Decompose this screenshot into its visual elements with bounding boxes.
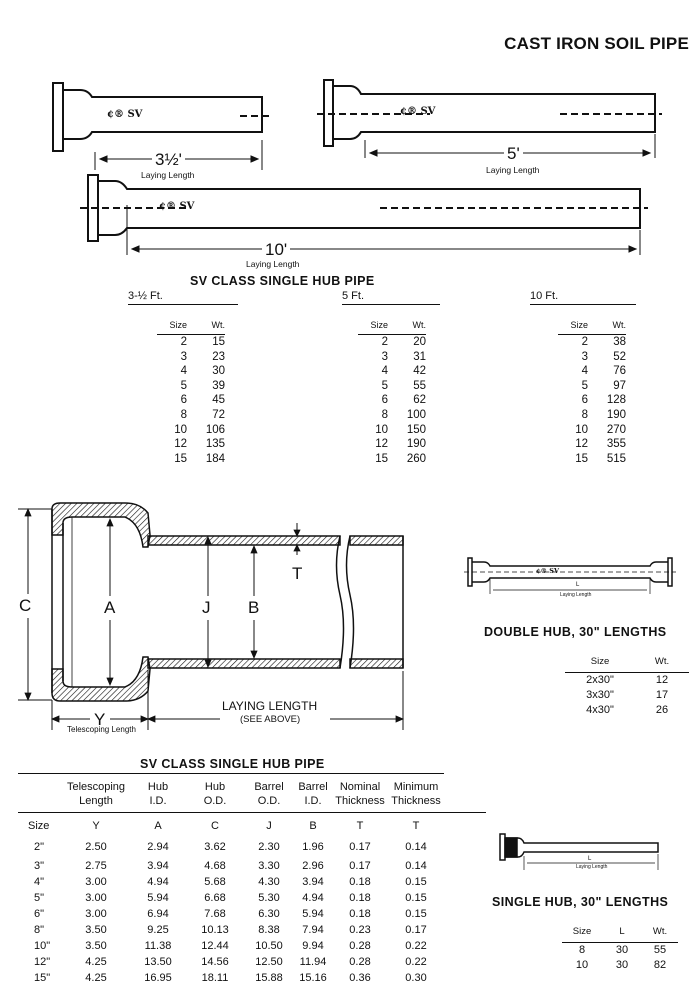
size-cell: 8 (381, 408, 388, 421)
column-letter: Size (28, 820, 50, 832)
table-cell: 1.96 (302, 841, 324, 853)
table-cell: 0.22 (405, 940, 427, 952)
table-cell: 6" (34, 908, 45, 920)
table-row (558, 437, 626, 452)
dim-table-title: SV CLASS SINGLE HUB PIPE (140, 757, 325, 771)
table-cell: 3.94 (302, 876, 324, 888)
table-row (565, 673, 689, 689)
dimension-table (18, 780, 444, 986)
table-cell: 5.94 (147, 892, 169, 904)
weight-cell: 128 (606, 394, 626, 407)
table-cell: 0.15 (405, 876, 427, 888)
table-row (358, 364, 426, 379)
col-size: Size (570, 320, 588, 330)
table-cell: 5.94 (302, 908, 324, 920)
table-cell: 8.38 (258, 924, 280, 936)
header-line-1: Hub (204, 781, 226, 793)
table-row (18, 858, 444, 874)
size-cell: 12 (575, 438, 588, 451)
header-line-1: Nominal (339, 781, 381, 793)
pipe-short-laying-label: Laying Length (141, 170, 195, 180)
table-row (558, 379, 626, 394)
col-l: L (619, 926, 625, 937)
table-row (18, 890, 444, 906)
table-cell: 7.94 (302, 924, 324, 936)
table-cell: 9.94 (302, 940, 324, 952)
weight-cell: 355 (606, 438, 626, 451)
table-cell: 0.15 (405, 892, 427, 904)
weight-cell: 270 (606, 423, 626, 436)
table-cell: 3.00 (85, 892, 107, 904)
size-cell: 3 (381, 350, 388, 363)
single-hub-title: SINGLE HUB, 30" LENGTHS (492, 895, 669, 909)
table-cell: 14.56 (201, 956, 229, 968)
column-header (294, 780, 332, 808)
col-wt: Wt. (652, 926, 668, 937)
table-row (157, 335, 225, 350)
size-cell: 3 (581, 350, 588, 363)
table-cell: 13.50 (144, 956, 172, 968)
group-label-5ft: 5 Ft. (342, 290, 365, 302)
table-cell: 11.94 (299, 956, 327, 968)
header-line-2: O.D. (257, 795, 281, 807)
table-cell: 12" (34, 956, 51, 968)
column-letter: C (211, 820, 219, 832)
table-row (18, 874, 444, 890)
table-row (562, 943, 678, 959)
size-cell: 5 (381, 379, 388, 392)
table-row (558, 393, 626, 408)
pipe-drawings (0, 0, 697, 275)
table-row (18, 938, 444, 954)
table-cell: 4.94 (302, 892, 324, 904)
table-cell: 9.25 (147, 924, 169, 936)
col-wt: Wt. (612, 320, 626, 330)
header-line-2: O.D. (203, 795, 227, 807)
table-row (358, 393, 426, 408)
header-line-2: I.D. (149, 795, 167, 807)
table-row (358, 379, 426, 394)
size-cell: 15 (375, 452, 388, 465)
table-cell: 0.17 (405, 924, 427, 936)
size-cell: 15 (575, 452, 588, 465)
table-row (18, 836, 444, 858)
table-cell: 5" (34, 892, 45, 904)
table-cell: 0.23 (349, 924, 371, 936)
size-cell: 2 (180, 336, 187, 348)
dim-y-label: Y (94, 710, 106, 729)
weight-cell: 184 (205, 452, 225, 465)
table-row (565, 703, 689, 718)
weight-cell: 45 (212, 394, 225, 407)
table-cell: 18.11 (201, 972, 229, 984)
table-cell: 0.14 (405, 860, 427, 872)
table-cell: 0.36 (349, 972, 371, 984)
laying-length-label: LAYING LENGTH (222, 699, 318, 713)
telescoping-length-label: Telescoping Length (67, 725, 136, 734)
size-cell: 6 (581, 394, 588, 407)
table-cell: 7.68 (204, 908, 226, 920)
table-cell: 15" (34, 972, 51, 984)
weight-cell: 97 (613, 379, 626, 392)
table-cell: 4.94 (147, 876, 169, 888)
double-hub-table (565, 656, 689, 718)
header-line-2: Thickness (391, 795, 441, 807)
weight-cell: 52 (613, 350, 626, 363)
column-letter: Y (92, 820, 100, 832)
header-line-2: Thickness (335, 795, 385, 807)
table-row (157, 437, 225, 452)
size-cell: 6 (381, 394, 388, 407)
double-hub-stamp: ¢® SV (536, 567, 560, 575)
table-row (558, 408, 626, 423)
weight-cell: 42 (413, 365, 426, 378)
column-letter: J (266, 820, 272, 832)
table-cell: 5.68 (204, 876, 226, 888)
single-hub-length-letter: L (588, 856, 592, 862)
weight-cell: 76 (613, 365, 626, 378)
table-row (358, 350, 426, 365)
weight-cell: 135 (205, 438, 225, 451)
size-cell: 12 (174, 438, 187, 451)
group-label-10ft: 10 Ft. (530, 290, 559, 302)
col-wt: Wt. (654, 656, 670, 667)
table-cell: 0.17 (349, 860, 371, 872)
column-header (62, 780, 130, 808)
table-cell: 2.94 (147, 841, 169, 853)
header-line-1: Telescoping (66, 781, 126, 793)
size-cell: 2x30" (586, 674, 614, 686)
table-cell: 6.94 (147, 908, 169, 920)
weight-cell: 260 (406, 452, 426, 465)
table-row (358, 335, 426, 350)
pipe-short-length: 3½' (152, 150, 185, 170)
table-row (18, 970, 444, 986)
size-cell: 4x30" (586, 704, 614, 716)
table-cell: 10.13 (201, 924, 229, 936)
weight-cell: 150 (406, 423, 426, 436)
table-row (558, 335, 626, 350)
table-cell: 8 (578, 944, 586, 956)
column-letter: B (309, 820, 317, 832)
pipe-long-stamp: ¢® SV (159, 201, 195, 212)
pipe-long-length: 10' (262, 240, 290, 260)
header-line-1: Barrel (298, 781, 328, 793)
table-cell: 0.18 (349, 876, 371, 888)
table-row (565, 688, 689, 703)
weight-cell: 31 (413, 350, 426, 363)
table-row (358, 423, 426, 438)
size-cell: 10 (174, 423, 187, 436)
see-above-label: (SEE ABOVE) (240, 714, 301, 725)
table-cell: 0.18 (349, 892, 371, 904)
table-cell: 0.28 (349, 956, 371, 968)
table-cell: 5.30 (258, 892, 280, 904)
size-cell: 10 (575, 423, 588, 436)
size-cell: 4 (581, 365, 588, 378)
dim-c-label: C (19, 594, 31, 618)
table-cell: 55 (653, 944, 667, 956)
table-cell: 30 (615, 959, 629, 971)
weight-cell: 38 (613, 336, 626, 348)
column-header (332, 780, 388, 808)
header-line-1: Minimum (393, 781, 439, 793)
table-row (18, 906, 444, 922)
pipe-long-drawing (80, 175, 648, 255)
weight-cell: 23 (212, 350, 225, 363)
page-title: CAST IRON SOIL PIPE (504, 34, 689, 53)
table-cell: 6.30 (258, 908, 280, 920)
double-hub-title: DOUBLE HUB, 30" LENGTHS (484, 625, 667, 639)
col-size: Size (169, 320, 187, 330)
weight-table-3-5ft (157, 320, 225, 466)
column-header (130, 780, 186, 808)
size-cell: 8 (180, 408, 187, 421)
header-line-2: I.D. (304, 795, 322, 807)
col-wt: Wt. (211, 320, 225, 330)
double-hub-laying-label: Laying Length (560, 592, 592, 598)
table-cell: 3.62 (204, 841, 226, 853)
header-line-2: Length (79, 795, 113, 807)
table-row (157, 393, 225, 408)
column-letter: A (154, 820, 162, 832)
table-row (157, 364, 225, 379)
table-cell: 0.17 (349, 841, 371, 853)
table-cell: 8" (34, 924, 45, 936)
table-cell: 15.16 (299, 972, 327, 984)
table-cell: 12.44 (201, 940, 229, 952)
weight-cell: 26 (655, 704, 669, 716)
table-cell: 82 (653, 959, 667, 971)
table-row (157, 379, 225, 394)
table-cell: 4.25 (85, 972, 107, 984)
table-cell: 15.88 (255, 972, 283, 984)
table-row (157, 408, 225, 423)
column-header (186, 780, 244, 808)
size-cell: 2 (381, 336, 388, 348)
table-row (157, 350, 225, 365)
table-cell: 2" (34, 841, 45, 853)
table-cell: 4.68 (204, 860, 226, 872)
size-cell: 15 (174, 452, 187, 465)
pipe-mid-laying-label: Laying Length (486, 165, 540, 175)
size-cell: 10 (375, 423, 388, 436)
table-row (18, 954, 444, 970)
column-letter: T (412, 820, 420, 832)
size-cell: 2 (581, 336, 588, 348)
col-size: Size (572, 926, 592, 937)
size-cell: 4 (180, 365, 187, 378)
weight-cell: 106 (205, 423, 225, 436)
table-cell: 3.50 (85, 924, 107, 936)
table-cell: 2.50 (85, 841, 107, 853)
table-cell: 2.75 (85, 860, 107, 872)
table-cell: 4.30 (258, 876, 280, 888)
weight-cell: 12 (655, 674, 669, 686)
pipe-mid-stamp: ¢® SV (400, 106, 436, 117)
table-cell: 3.30 (258, 860, 280, 872)
table-cell: 4" (34, 876, 45, 888)
table-cell: 12.50 (255, 956, 283, 968)
weight-cell: 15 (212, 336, 225, 348)
weight-cell: 100 (406, 408, 426, 421)
table-row (558, 423, 626, 438)
table-row (157, 452, 225, 467)
size-cell: 3x30" (586, 689, 614, 701)
size-cell: 8 (581, 408, 588, 421)
table-row (558, 452, 626, 467)
pipe-short-stamp: ¢® SV (107, 109, 143, 120)
weight-cell: 39 (212, 379, 225, 392)
weight-cell: 55 (413, 379, 426, 392)
group-label-3-5ft: 3-½ Ft. (128, 290, 163, 302)
weight-cell: 190 (606, 408, 626, 421)
col-wt: Wt. (412, 320, 426, 330)
table-cell: 3.00 (85, 908, 107, 920)
table-row (18, 922, 444, 938)
table-row (558, 364, 626, 379)
table-cell: 2.96 (302, 860, 324, 872)
weight-cell: 62 (413, 394, 426, 407)
table-row (558, 350, 626, 365)
weight-table-5ft (358, 320, 426, 466)
weight-table-10ft (558, 320, 626, 466)
table-cell: 2.30 (258, 841, 280, 853)
header-line-1: Barrel (254, 781, 284, 793)
dim-b-label: B (248, 596, 259, 620)
size-cell: 4 (381, 365, 388, 378)
dim-j-label: J (202, 596, 211, 620)
table-cell: 0.18 (349, 908, 371, 920)
pipe-mid-length: 5' (504, 144, 523, 164)
table-row (358, 452, 426, 467)
table-cell: 3.00 (85, 876, 107, 888)
table-row (562, 958, 678, 973)
table-cell: 0.28 (349, 940, 371, 952)
weight-cell: 30 (212, 365, 225, 378)
table-cell: 16.95 (144, 972, 172, 984)
column-header (388, 780, 444, 808)
pipe-mid-drawing (317, 80, 662, 158)
table-cell: 4.25 (85, 956, 107, 968)
sv-weight-title: SV CLASS SINGLE HUB PIPE (190, 274, 375, 288)
size-cell: 6 (180, 394, 187, 407)
pipe-long-laying-label: Laying Length (246, 259, 300, 269)
table-cell: 11.38 (144, 940, 172, 952)
table-cell: 6.68 (204, 892, 226, 904)
size-cell: 12 (375, 438, 388, 451)
table-cell: 10 (575, 959, 589, 971)
weight-cell: 20 (413, 336, 426, 348)
table-cell: 0.30 (405, 972, 427, 984)
column-header (18, 780, 62, 808)
table-cell: 3" (34, 860, 45, 872)
table-cell: 3.50 (85, 940, 107, 952)
table-cell: 0.22 (405, 956, 427, 968)
header-line-1: Hub (147, 781, 169, 793)
size-cell: 5 (180, 379, 187, 392)
dim-a-label: A (104, 596, 115, 620)
table-row (358, 437, 426, 452)
double-hub-length-letter: L (576, 582, 580, 588)
single-hub-table (562, 926, 678, 973)
weight-cell: 515 (606, 452, 626, 465)
table-cell: 0.15 (405, 908, 427, 920)
column-letter: T (356, 820, 364, 832)
table-cell: 0.14 (405, 841, 427, 853)
table-cell: 10.50 (255, 940, 283, 952)
col-size: Size (590, 656, 610, 667)
table-cell: 10" (34, 940, 51, 952)
col-size: Size (370, 320, 388, 330)
table-cell: 3.94 (147, 860, 169, 872)
size-cell: 5 (581, 379, 588, 392)
table-row (157, 423, 225, 438)
dim-t-label: T (292, 564, 303, 583)
weight-cell: 17 (655, 689, 669, 701)
table-cell: 30 (615, 944, 629, 956)
weight-cell: 190 (406, 438, 426, 451)
table-row (358, 408, 426, 423)
column-header (244, 780, 294, 808)
size-cell: 3 (180, 350, 187, 363)
weight-cell: 72 (212, 408, 225, 421)
single-hub-laying-label: Laying Length (576, 864, 608, 870)
